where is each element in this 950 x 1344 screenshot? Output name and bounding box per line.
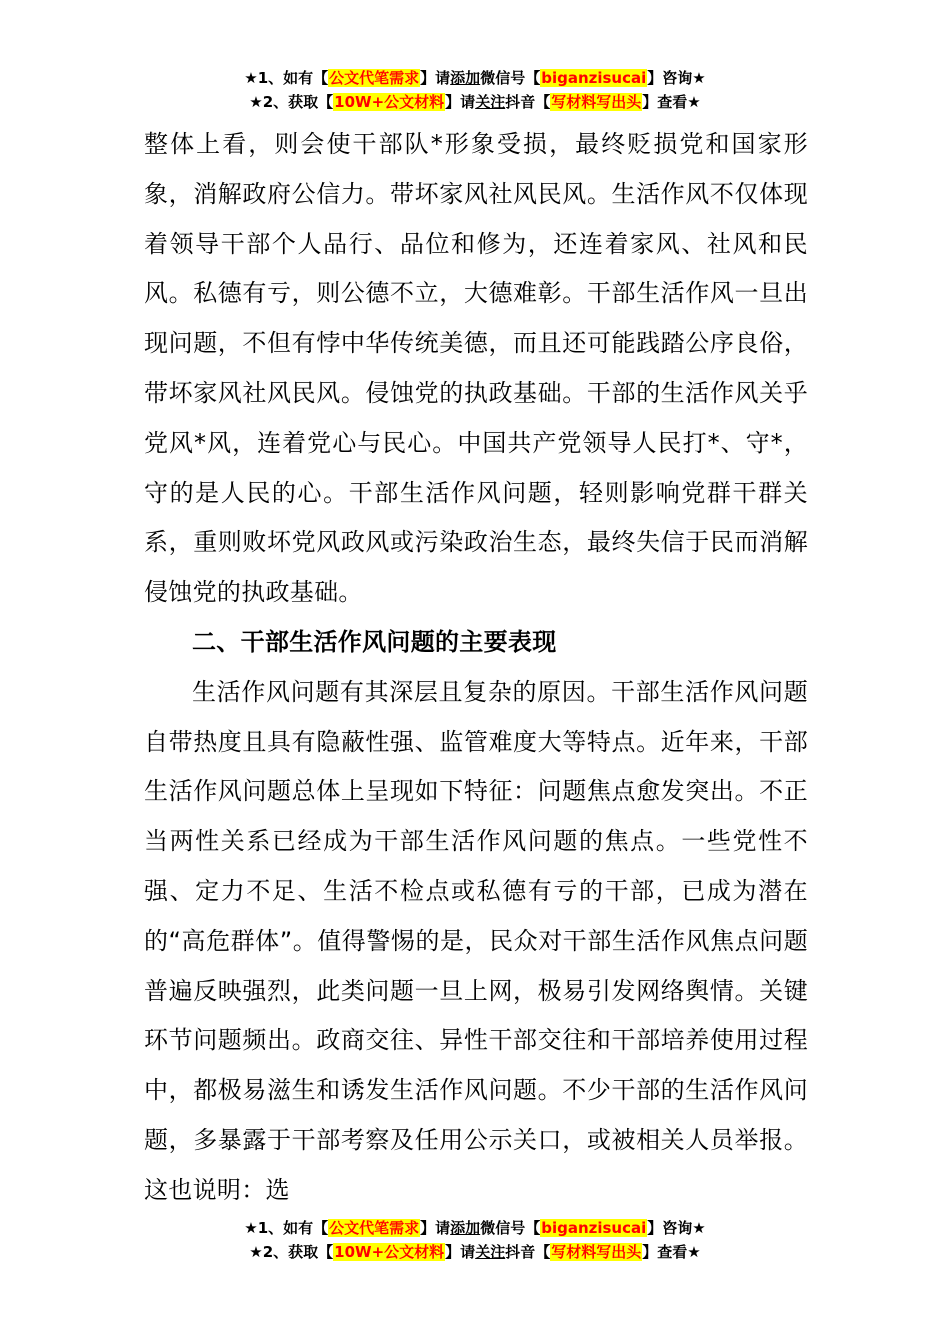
banner-line-2 <box>0 1240 950 1264</box>
header-banner <box>0 66 950 114</box>
body-paragraph-2: 生活作风问题有其深层且复杂的原因。干部生活作风问题自带热度且具有隐蔽性强、监管难度大等特点。近年来，干部生活作风问题总体上呈现如下特征：问题焦点愈发突出。不正当两性关系已经成为干部生活作风问题的焦点。一些党性不强、定力不足、生活不检点或私德有亏的干部，已成为潜在的“高危群体”。值得警惕的是，民众对干部生活作风焦点问题普遍反映强烈，此类问题一旦上网，极易引发网络舆情。关键环节问题频出。政商交往、异性干部交往和干部培养使用过程中，都极易滋生和诱发生活作风问题。不少干部的生活作风问题，多暴露于干部考察及任用公示关口，或被相关人员举报。这也说明：选 <box>144 677 808 1204</box>
underlined-text: 关注 <box>475 93 506 111</box>
banner-text: 】咨询 <box>647 69 693 87</box>
banner-text: 】咨询 <box>647 1219 693 1237</box>
footer-banner <box>0 1216 950 1264</box>
banner-text: 微信号【 <box>480 69 541 87</box>
highlight-materials: 10W+公文材料 <box>334 93 445 111</box>
star-icon: ★ <box>249 1243 263 1261</box>
highlight-douyin-account: 写材料写出头 <box>551 93 642 111</box>
banner-text: 2、获取【 <box>262 1243 334 1261</box>
star-icon: ★ <box>692 1219 706 1237</box>
banner-text: 2、获取【 <box>262 93 334 111</box>
section-heading: 二、干部生活作风问题的主要表现 <box>192 627 557 656</box>
star-icon: ★ <box>244 1219 258 1237</box>
banner-text: 】请 <box>445 93 476 111</box>
banner-text: 抖音【 <box>505 1243 551 1261</box>
underlined-text: 添加 <box>450 1219 481 1237</box>
banner-line-1 <box>0 66 950 90</box>
banner-text: 1、如有【 <box>257 69 329 87</box>
banner-text: 】查看 <box>642 1243 688 1261</box>
body-paragraph-1: 整体上看，则会使干部队*形象受损，最终贬损党和国家形象，消解政府公信力。带坏家风社风民风。生活作风不仅体现着领导干部个人品行、品位和修为，还连着家风、社风和民风。私德有亏，则公德不立，大德难彰。干部生活作风一旦出现问题，不但有悖中华传统美德，而且还可能践踏公序良俗，带坏家风社风民风。侵蚀党的执政基础。干部的生活作风关乎党风*风，连着党心与民心。中国共产党领导人民打*、守*，守的是人民的心。干部生活作风问题，轻则影响党群干群关系，重则败坏党风政风或污染政治生态，最终失信于民而消解侵蚀党的执政基础。 <box>144 130 808 607</box>
star-icon: ★ <box>249 93 263 111</box>
banner-text: 抖音【 <box>505 93 551 111</box>
banner-text: 】请 <box>420 69 451 87</box>
highlight-materials: 10W+公文材料 <box>334 1243 445 1261</box>
banner-line-2 <box>0 90 950 114</box>
underlined-text: 添加 <box>450 69 481 87</box>
star-icon: ★ <box>692 69 706 87</box>
banner-text: 】查看 <box>642 93 688 111</box>
document-body <box>144 120 808 1216</box>
banner-text: 1、如有【 <box>257 1219 329 1237</box>
highlight-douyin-account: 写材料写出头 <box>551 1243 642 1261</box>
banner-text: 微信号【 <box>480 1219 541 1237</box>
highlight-wechat-id: biganzisucai <box>541 1219 647 1237</box>
banner-text: 】请 <box>420 1219 451 1237</box>
highlight-ghostwriting: 公文代笔需求 <box>329 1219 420 1237</box>
highlight-ghostwriting: 公文代笔需求 <box>329 69 420 87</box>
underlined-text: 关注 <box>475 1243 506 1261</box>
star-icon: ★ <box>687 93 701 111</box>
star-icon: ★ <box>244 69 258 87</box>
banner-text: 】请 <box>445 1243 476 1261</box>
highlight-wechat-id: biganzisucai <box>541 69 647 87</box>
star-icon: ★ <box>687 1243 701 1261</box>
banner-line-1 <box>0 1216 950 1240</box>
